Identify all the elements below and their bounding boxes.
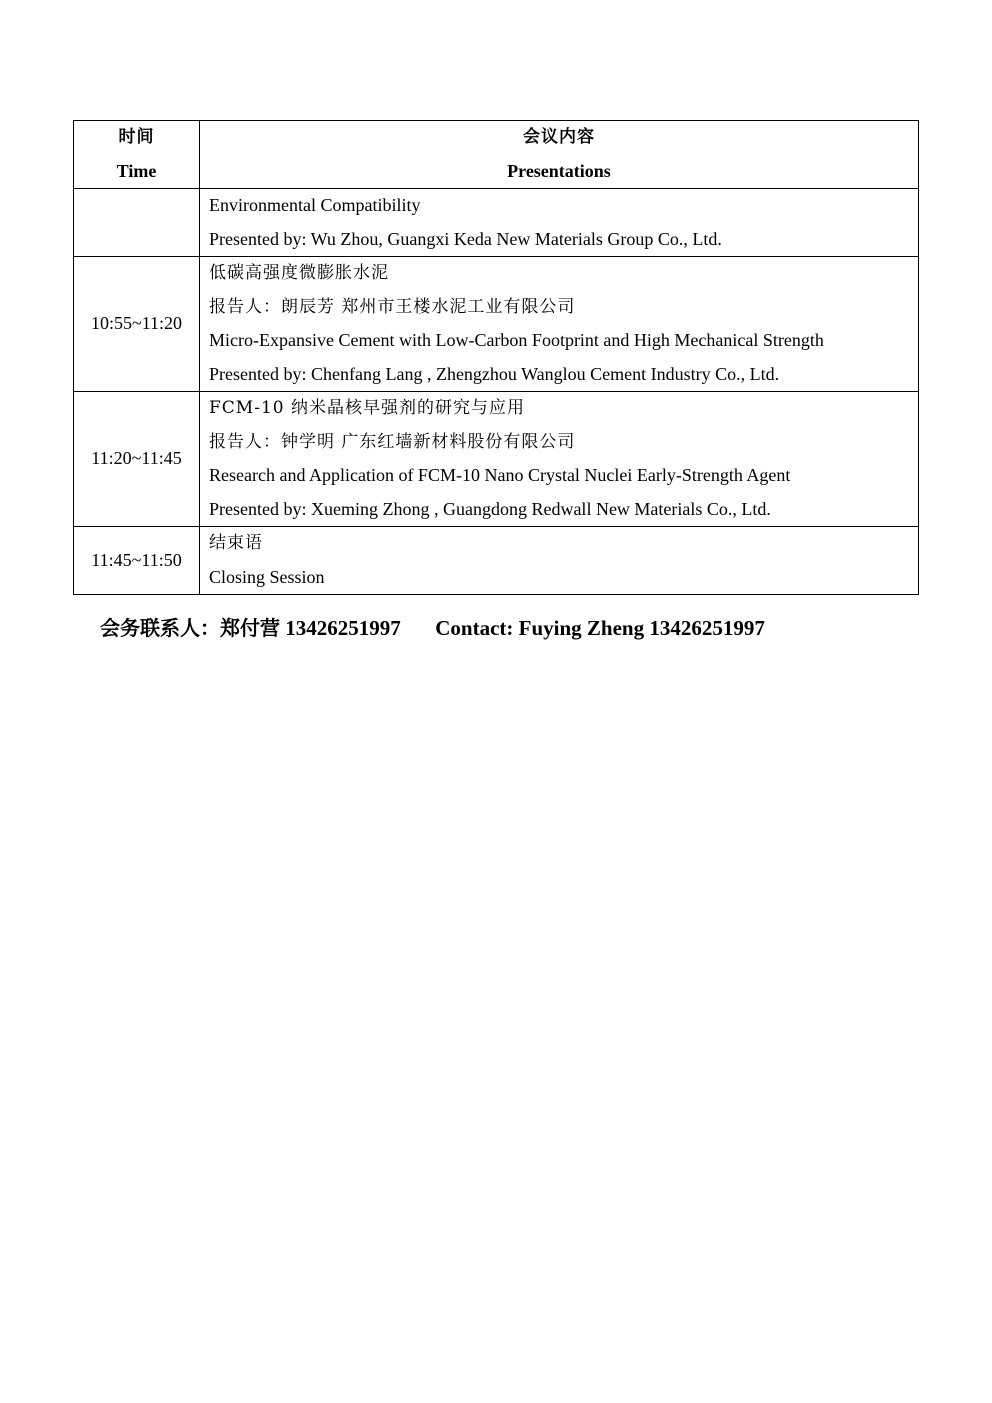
header-presentations bbox=[200, 121, 919, 189]
contact-label-zh: 会务联系人：郑付营 bbox=[100, 616, 280, 640]
contact-phone-zh: 13426251997 bbox=[285, 616, 401, 640]
time-cell bbox=[74, 527, 200, 595]
table-row bbox=[74, 527, 919, 595]
time-text: 11:45~11:50 bbox=[91, 549, 182, 570]
header-presentations-zh: 会议内容 bbox=[523, 127, 595, 147]
header-time-en: Time bbox=[116, 160, 157, 181]
presenter-en: Presented by: Wu Zhou, Guangxi Keda New Materials Group Co., Ltd. bbox=[209, 228, 722, 249]
table-row bbox=[74, 189, 919, 257]
presenter-en: Presented by: Chenfang Lang , Zhengzhou Wanglou Cement Industry Co., Ltd. bbox=[209, 363, 780, 384]
time-text: 10:55~11:20 bbox=[90, 313, 183, 334]
time-text: 11:20~11:45 bbox=[91, 448, 182, 469]
header-time bbox=[74, 121, 200, 189]
header-time-zh: 时间 bbox=[118, 127, 155, 147]
time-cell bbox=[74, 257, 200, 392]
table-header-row bbox=[74, 121, 919, 189]
table-row bbox=[74, 392, 919, 527]
presentation-title-en: Environmental Compatibility bbox=[209, 195, 421, 215]
presentation-title-en: Research and Application of FCM-10 Nano Crystal Nuclei Early-Strength Agent bbox=[209, 465, 791, 485]
presentation-cell bbox=[200, 527, 919, 595]
presentation-cell bbox=[200, 257, 919, 392]
presentation-title-en: Micro-Expansive Cement with Low-Carbon Footprint and High Mechanical Strength bbox=[209, 330, 824, 350]
time-cell bbox=[74, 189, 200, 257]
presenter-zh: 报告人：钟学明 广东红墙新材料股份有限公司 bbox=[209, 431, 576, 452]
presentation-cell bbox=[200, 189, 919, 257]
presenter-zh: 报告人：朗辰芳 郑州市王楼水泥工业有限公司 bbox=[209, 296, 576, 317]
presentation-title-zh: 低碳高强度微膨胀水泥 bbox=[209, 263, 389, 283]
presentation-cell bbox=[200, 392, 919, 527]
closing-title-zh: 结束语 bbox=[209, 533, 263, 553]
header-presentations-en: Presentations bbox=[507, 160, 611, 181]
agenda-table bbox=[73, 120, 919, 595]
presentation-title-zh: FCM-10 纳米晶核早强剂的研究与应用 bbox=[209, 398, 525, 418]
contact-line bbox=[100, 612, 765, 641]
presenter-en: Presented by: Xueming Zhong , Guangdong Redwall New Materials Co., Ltd. bbox=[209, 498, 771, 519]
contact-label-en: Contact: Fuying Zheng 13426251997 bbox=[435, 616, 765, 640]
time-cell bbox=[74, 392, 200, 527]
closing-title-en: Closing Session bbox=[209, 566, 325, 587]
table-row bbox=[74, 257, 919, 392]
